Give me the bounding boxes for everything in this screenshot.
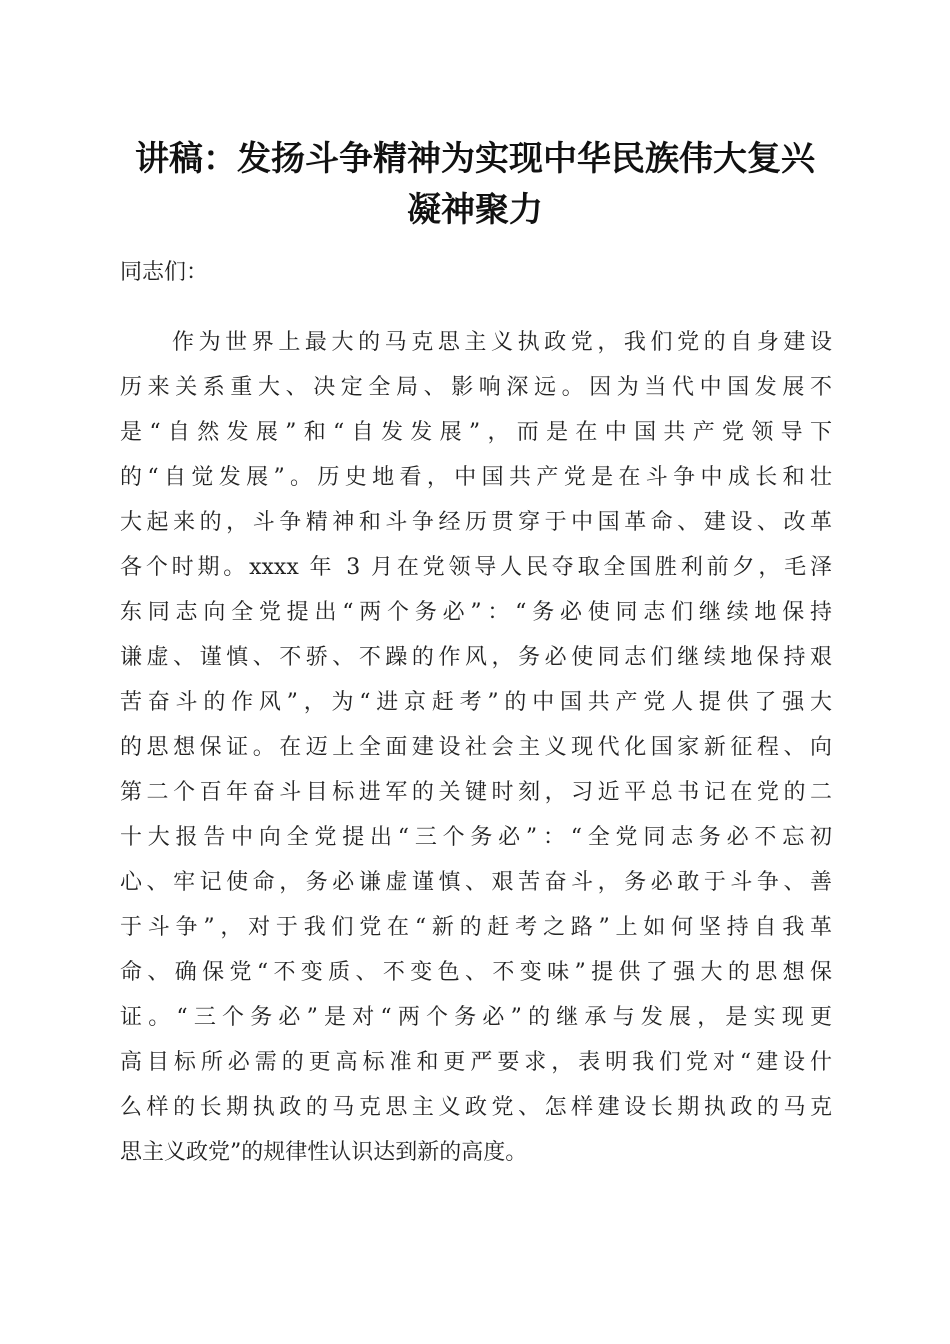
paragraph-line: 历来关系重大、决定全局、影响深远。因为当代中国发展不 [120,375,832,400]
paragraph-line: 是“自然发展”和“自发发展”，而是在中国共产党领导下 [120,420,832,445]
paragraph-line: 思主义政党”的规律性认识达到新的高度。 [120,1140,528,1165]
paragraph-line: 命、确保党“不变质、不变色、不变味”提供了强大的思想保 [120,960,832,985]
paragraph-line: 各个时期。xxxx 年 3 月在党领导人民夺取全国胜利前夕，毛泽 [120,555,832,580]
paragraph-line: 东同志向全党提出“两个务必”：“务必使同志们继续地保持 [120,600,832,625]
paragraph-line: 的思想保证。在迈上全面建设社会主义现代化国家新征程、向 [120,735,832,760]
paragraph-line: 十大报告中向全党提出“三个务必”：“全党同志务必不忘初 [120,825,832,850]
paragraph-line: 么样的长期执政的马克思主义政党、怎样建设长期执政的马克 [120,1095,832,1120]
title-line-2: 凝神聚力 [407,190,543,230]
paragraph-line: 苦奋斗的作风”，为“进京赶考”的中国共产党人提供了强大 [120,690,832,715]
paragraph-line: 心、牢记使命，务必谦虚谨慎、艰苦奋斗，务必敢于斗争、善 [120,870,832,895]
page-title [100,134,850,236]
paragraph-line: 证。“三个务必”是对“两个务必”的继承与发展，是实现更 [120,1005,832,1030]
paragraph-line: 于斗争”，对于我们党在“新的赶考之路”上如何坚持自我革 [120,915,832,940]
paragraph-line: 谦虚、谨慎、不骄、不躁的作风，务必使同志们继续地保持艰 [120,645,832,670]
paragraph-line: 第二个百年奋斗目标进军的关键时刻，习近平总书记在党的二 [120,780,832,805]
salutation: 同志们： [120,260,209,285]
paragraph-line: 作为世界上最大的马克思主义执政党，我们党的自身建设 [172,330,832,355]
paragraph-line: 的“自觉发展”。历史地看，中国共产党是在斗争中成长和壮 [120,465,832,490]
body-paragraph [120,320,832,1175]
paragraph-line: 高目标所必需的更高标准和更严要求，表明我们党对“建设什 [120,1050,832,1075]
paragraph-line: 大起来的，斗争精神和斗争经历贯穿于中国革命、建设、改革 [120,510,832,535]
title-line-1: 讲稿：发扬斗争精神为实现中华民族伟大复兴 [135,139,815,179]
